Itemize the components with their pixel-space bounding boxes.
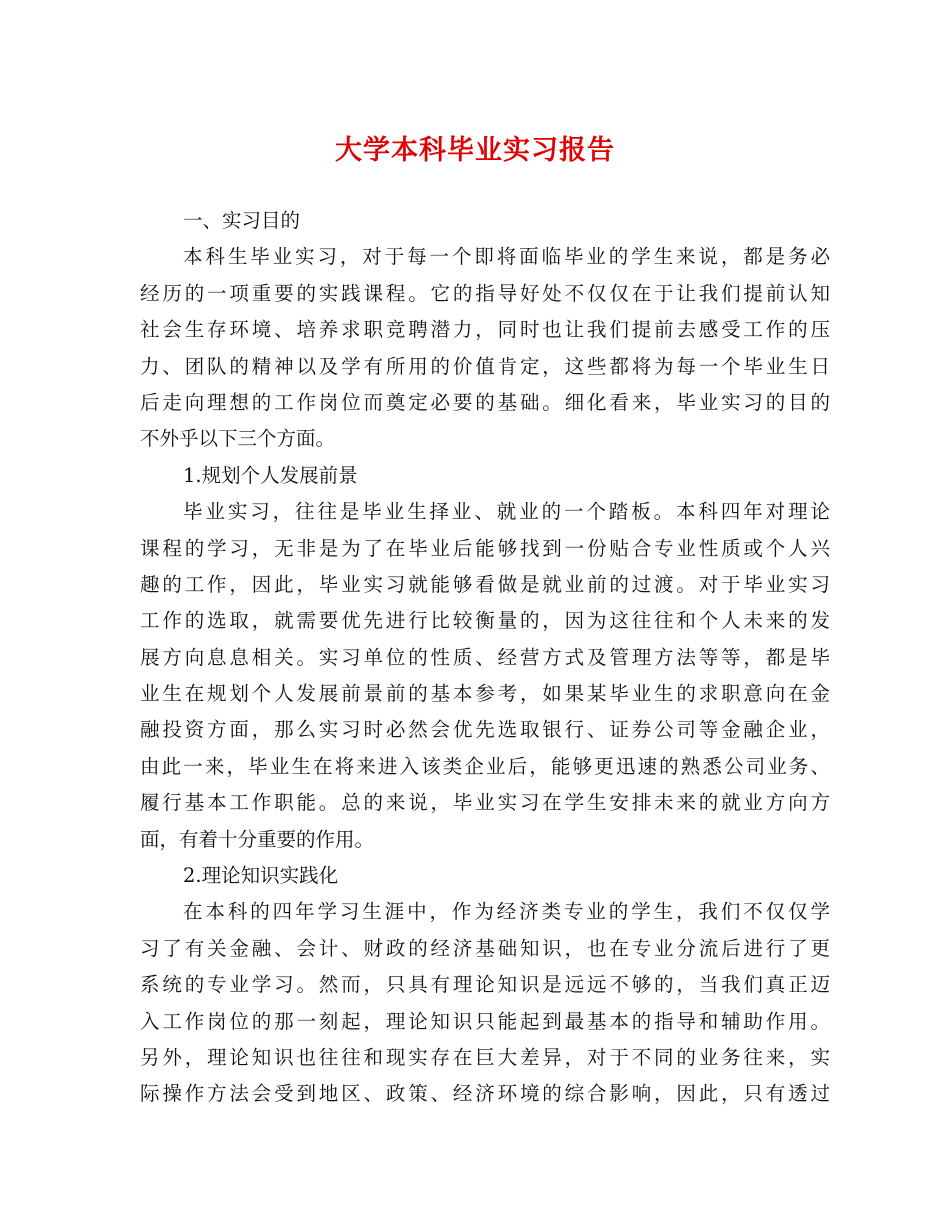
body-line: 毕业实习，往往是毕业生择业、就业的一个踏板。本科四年对理论	[183, 500, 830, 524]
body-line: 展方向息息相关。实习单位的性质、经营方式及管理方法等等，都是毕	[140, 645, 830, 669]
body-line: 另外，理论知识也往往和现实存在巨大差异，对于不同的业务往来，实	[140, 1045, 830, 1069]
body-line: 入工作岗位的那一刻起，理论知识只能起到最基本的指导和辅助作用。	[140, 1009, 830, 1033]
body-line: 际操作方法会受到地区、政策、经济环境的综合影响，因此，只有透过	[140, 1082, 830, 1106]
body-line: 趣的工作，因此，毕业实习就能够看做是就业前的过渡。对于毕业实习	[140, 572, 830, 596]
body-line: 1.规划个人发展前景	[183, 463, 358, 487]
body-line: 融投资方面，那么实习时必然会优先选取银行、证券公司等金融企业，	[140, 718, 830, 742]
body-line: 力、团队的精神以及学有所用的价值肯定，这些都将为每一个毕业生日	[140, 354, 830, 378]
body-line: 工作的选取，就需要优先进行比较衡量的，因为这往往和个人未来的发	[140, 609, 830, 633]
body-line: 在本科的四年学习生涯中，作为经济类专业的学生，我们不仅仅学	[183, 900, 830, 924]
body-line: 后走向理想的工作岗位而奠定必要的基础。细化看来，毕业实习的目的	[140, 390, 830, 414]
body-line: 课程的学习，无非是为了在毕业后能够找到一份贴合专业性质或个人兴	[140, 536, 830, 560]
body-line: 由此一来，毕业生在将来进入该类企业后，能够更迅速的熟悉公司业务、	[140, 754, 830, 778]
body-line: 习了有关金融、会计、财政的经济基础知识，也在专业分流后进行了更	[140, 936, 830, 960]
body-line: 一、实习目的	[183, 209, 301, 232]
document-title: 大学本科毕业实习报告	[335, 135, 615, 166]
body-line: 面，有着十分重要的作用。	[140, 827, 375, 851]
body-line: 社会生存环境、培养求职竞聘潜力，同时也让我们提前去感受工作的压	[140, 318, 830, 342]
body-line: 系统的专业学习。然而，只具有理论知识是远远不够的，当我们真正迈	[140, 973, 830, 997]
body-line: 2.理论知识实践化	[183, 864, 339, 888]
document-body	[140, 203, 830, 1113]
body-line: 本科生毕业实习，对于每一个即将面临毕业的学生来说，都是务必	[183, 245, 830, 269]
body-line: 履行基本工作职能。总的来说，毕业实习在学生安排未来的就业方向方	[140, 791, 830, 815]
body-line: 业生在规划个人发展前景前的基本参考，如果某毕业生的求职意向在金	[140, 682, 830, 706]
body-line: 不外乎以下三个方面。	[140, 427, 336, 451]
body-line: 经历的一项重要的实践课程。它的指导好处不仅仅在于让我们提前认知	[140, 281, 830, 305]
